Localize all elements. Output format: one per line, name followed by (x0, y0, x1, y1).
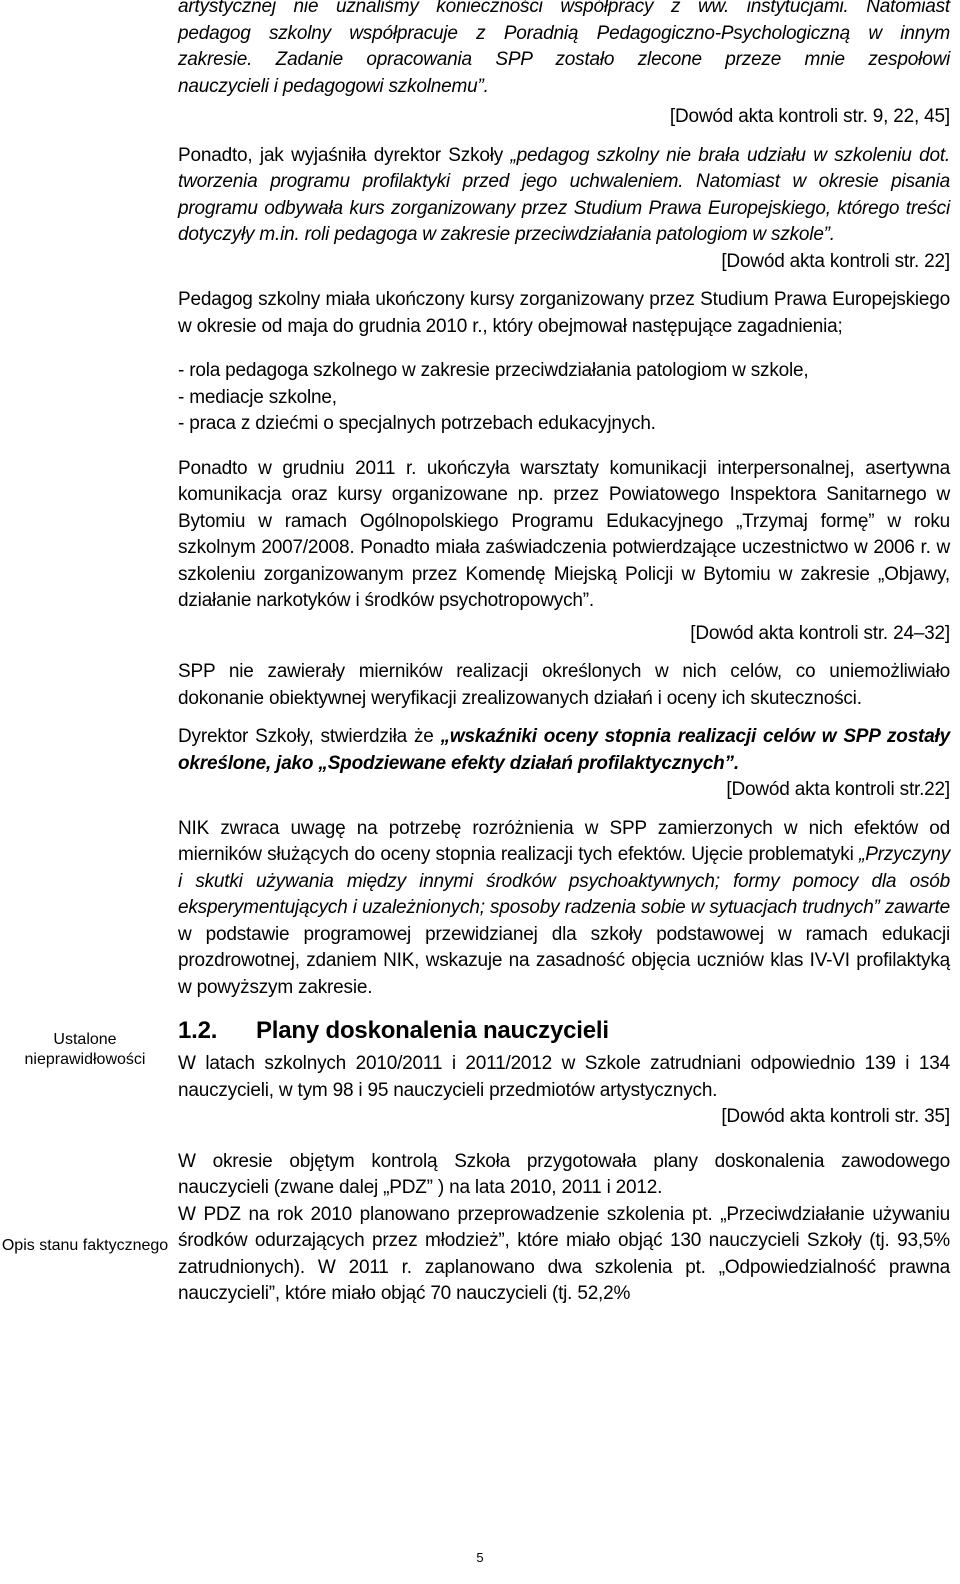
margin-label-findings: Ustalone nieprawidłowości (24, 1031, 146, 1068)
quote-text: „Przyczyny i skutki używania między innymi środków psychoaktywnych; formy pomocy dla osób eksperymentujących i uzależnionych; sposoby radzenia sobie w sytuacjach trudnych” zawarte (178, 844, 950, 918)
quote-text: „pedagog szkolny nie brała udziału w szkoleniu dot. tworzenia programu profilaktyki przed jego uchwaleniem. Natomiast w okresie pisania programu odbywała kurs zorganizowany przez Studium Prawa Europejskiego, którego treści dotyczyły m.in. roli pedagoga w zakresie przeciwdziałania patologiom w szkole”. (178, 144, 950, 245)
paragraph-course: Pedagog szkolny miała ukończony kursy zorganizowany przez Studium Prawa Europejskiego w okresie od maja do grudnia 2010 r., który obejmował następujące zagadnienia; (178, 289, 950, 337)
section-number: 1.2. (178, 1017, 218, 1044)
list-item: - mediacje szkolne, (178, 386, 337, 408)
paragraph-finding: SPP nie zawierały mierników realizacji określonych w nich celów, co uniemożliwiało dokonanie obiektywnej weryfikacji zrealizowanych działań i oceny ich skuteczności. (178, 661, 950, 709)
text-line: nauczycieli i pedagogowi szkolnemu”. (178, 75, 489, 97)
text-line: pedagog szkolny współpracuje z Poradnią Pedagogiczno-Psychologiczną w innym (178, 22, 950, 44)
quote-text: „wskaźniki oceny stopnia realizacji celów w SPP zostały określone, jako „Spodziewane efekty działań profilaktycznych”. (178, 726, 951, 774)
topics-list (178, 358, 950, 438)
main-text-column (178, 0, 950, 1308)
text-line: zakresie. Zadanie opracowania SPP zostało zlecone przeze mnie zespołowi (178, 49, 950, 70)
evidence-reference: [Dowód akta kontroli str. 22] (721, 250, 950, 272)
paragraph-director-statement (178, 724, 950, 777)
paragraph-pdz-2010: W PDZ na rok 2010 planowano przeprowadzenie szkolenia pt. „Przeciwdziałanie używaniu środków odurzających przez młodzież”, które miało objąć 130 nauczycieli Szkoły (tj. 93,5% zatrudnionych). W 2011 r. zaplanowano dwa szkolenia pt. „Odpowiedzialność prawna nauczycieli”, które miało objąć 70 nauczycieli (tj. 52,2% (178, 1203, 950, 1304)
paragraph-pdz: W okresie objętym kontrolą Szkoła przygotowała plany doskonalenia zawodowego nauczycieli (zwane dalej „PDZ” ) na lata 2010, 2011 i 2012. (178, 1150, 950, 1198)
evidence-reference: [Dowód akta kontroli str. 9, 22, 45] (669, 106, 950, 127)
paragraph-intro: Ponadto, jak wyjaśniła dyrektor Szkoły (178, 144, 511, 166)
paragraph-teachers: W latach szkolnych 2010/2011 i 2011/2012 w Szkole zatrudniani odpowiednio 139 i 134 nauczycieli, w tym 98 i 95 nauczycieli przedmiotów artystycznych. (178, 1053, 950, 1101)
evidence-reference: [Dowód akta kontroli str. 35] (721, 1106, 950, 1127)
paragraph-workshops: Ponadto w grudniu 2011 r. ukończyła warsztaty komunikacji interpersonalnej, asertywna komunikacja oraz kursy organizowane np. przez Powiatowego Inspektora Sanitarnego w Bytomiu w ramach Ogólnopolskiego Programu Edukacyjnego „Trzymaj formę” w roku szkolnym 2007/2008. Ponadto miała zaświadczenia potwierdzające uczestnictwo w 2006 r. w szkoleniu zorganizowanym przez Komendę Miejską Policji w Bytomiu w zakresie „Objawy, działanie narkotyków i środków psychotropowych”. (178, 457, 950, 611)
margin-label-facts: Opis stanu faktycznego (1, 1237, 169, 1254)
page-number: 5 (476, 1550, 484, 1565)
paragraph-intro: Dyrektor Szkoły, stwierdziła że (178, 726, 441, 747)
quote-continuation (178, 0, 950, 100)
list-item: - rola pedagoga szkolnego w zakresie przeciwdziałania patologiom w szkole, (178, 360, 809, 381)
list-item: - praca z dziećmi o specjalnych potrzebach edukacyjnych. (178, 413, 656, 434)
section-heading (178, 1015, 950, 1047)
text-part: w podstawie programowej przewidzianej dla szkoły podstawowej w ramach edukacji prozdrowotnej, zdaniem NIK, wskazuje na zasadność objęcia uczniów klas IV-VI profilaktyką w powyższym zakresie. (178, 923, 950, 998)
text-part: NIK zwraca uwagę na potrzebę rozróżnienia w SPP zamierzonych w nich efektów od mierników służących do oceny stopnia realizacji tych efektów. Ujęcie problematyki (178, 817, 950, 865)
evidence-reference: [Dowód akta kontroli str.22] (726, 779, 950, 800)
section-title: Plany doskonalenia nauczycieli (256, 1017, 609, 1044)
evidence-reference: [Dowód akta kontroli str. 24–32] (690, 622, 950, 644)
paragraph-nik-remark (178, 816, 950, 1002)
paragraph-director-explanation (178, 143, 950, 249)
text-line: artystycznej nie uznaliśmy konieczności współpracy z ww. instytucjami. Natomiast (178, 0, 950, 17)
